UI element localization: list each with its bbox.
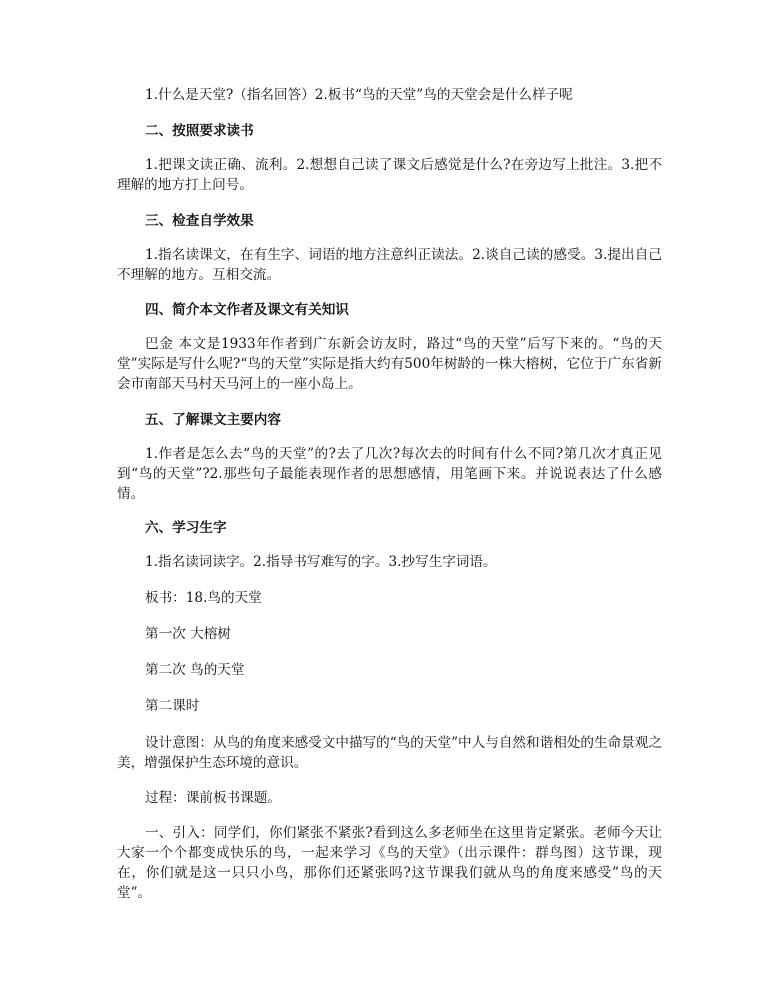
- heading-read-requirements: 二、按照要求读书: [145, 123, 254, 139]
- paragraph-self-study-check: 1.指名读课文，在有生字、词语的地方注意纠正读法。2.谈自己读的感受。3.提出自己不理解的地方。互相交流。: [117, 247, 662, 283]
- paragraph-second-lesson: 第二课时: [145, 698, 200, 714]
- paragraph-learn-characters: 1.指名读词读字。2.指导书写难写的字。3.抄写生字词语。: [145, 554, 497, 570]
- paragraph-process: 过程：课前板书课题。: [145, 790, 281, 806]
- heading-main-content: 五、了解课文主要内容: [145, 412, 281, 428]
- heading-learn-characters: 六、学习生字: [145, 520, 227, 536]
- paragraph-introduction: 一、引入：同学们，你们紧张不紧张?看到这么多老师坐在这里肯定紧张。老师今天让大家一个个都变成快乐的鸟，一起来学习《鸟的天堂》（出示课件：群鸟图）这节课，现在，你们就是这一只只小鸟，那你们还紧张吗?这节课我们就从鸟的角度来感受”鸟的天堂”。: [117, 825, 662, 901]
- paragraph-read-requirements: 1.把课文读正确、流利。2.想想自己读了课文后感觉是什么?在旁边写上批注。3.把不理解的地方打上问号。: [117, 157, 662, 193]
- paragraph-author-intro: 巴金 本文是1933年作者到广东新会访友时，路过“鸟的天堂”后写下来的。“鸟的天堂”实际是写什么呢?“鸟的天堂”实际是指大约有500年树龄的一株大榕树，它位于广东省新会市南部天马村天马河上的一座小岛上。: [117, 336, 662, 392]
- paragraph-design-intent: 设计意图：从鸟的角度来感受文中描写的“鸟的天堂”中人与自然和谐相处的生命景观之美，增强保护生态环境的意识。: [117, 735, 662, 771]
- paragraph-second-time: 第二次 鸟的天堂: [145, 662, 245, 678]
- paragraph-first-time: 第一次 大榕树: [145, 626, 231, 642]
- paragraph-main-content: 1.作者是怎么去“鸟的天堂”的?去了几次?每次去的时间有什么不同?第几次才真正见到“鸟的天堂”?2.那些句子最能表现作者的思想感情，用笔画下来。并说说表达了什么感情。: [117, 446, 662, 502]
- heading-author-intro: 四、简介本文作者及课文有关知识: [145, 302, 349, 318]
- paragraph-question: 1.什么是天堂?（指名回答）2.板书“鸟的天堂”鸟的天堂会是什么样子呢: [145, 87, 573, 103]
- heading-self-study-check: 三、检查自学效果: [145, 213, 254, 229]
- paragraph-blackboard: 板书：18.鸟的天堂: [145, 590, 262, 606]
